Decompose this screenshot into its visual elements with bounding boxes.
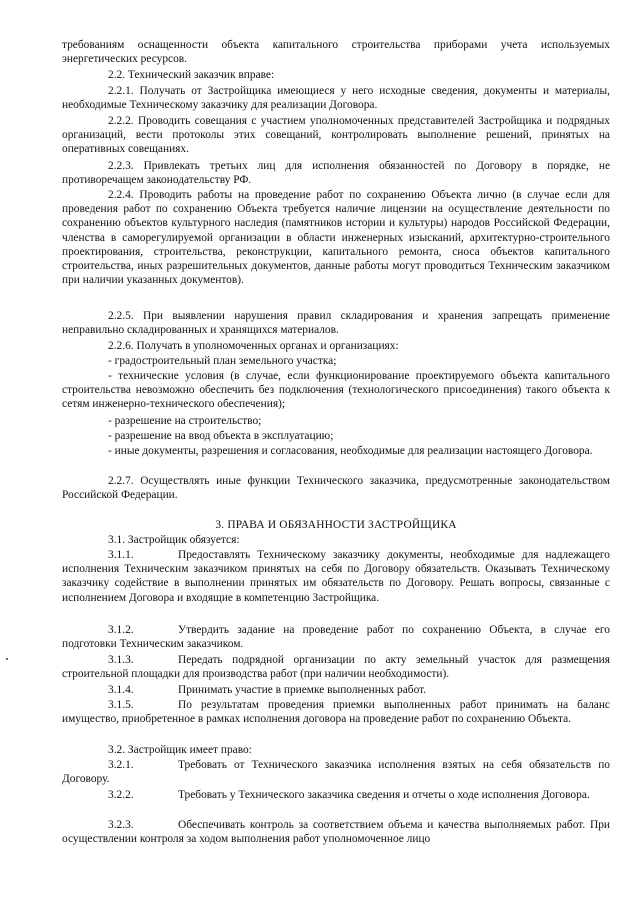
clause-3-1: 3.1. Застройщик обязуется:	[108, 534, 240, 546]
list-item-building-permit: - разрешение на строительство;	[108, 415, 262, 427]
clause-2-2-4: 2.2.4. Проводить работы на проведение работ по сохранению Объекта лично (в случае если для проведения работ по сохранению Объекта требуется наличие лицензии на осуществление деятельности по сохранению объектов культурного наследия (памятников истории и культуры) народов Российской Федерации, членства в саморегулируемой организации в области инженерных изысканий, архитектурно-строительного проектирования, строительства, реконструкции, капитального ремонта, сноса объектов капитального строительства, иных разрешительных документов, данные работы могут проводиться Техническим заказчиком при наличии указанных документов).	[62, 189, 610, 287]
clause-number: 3.1.4.	[108, 684, 134, 696]
list-item-commissioning-permit: - разрешение на ввод объекта в эксплуатацию;	[108, 430, 334, 442]
clause-text: Принимать участие в приемке выполненных работ.	[178, 684, 427, 696]
scan-speck	[6, 658, 8, 660]
list-item-technical-conditions: - технические условия (в случае, если функционирование проектируемого объекта капитального строительства невозможно обеспечить без подключения (технологического присоединения) такого объекта к сетям инженерно-технического обеспечения);	[62, 370, 610, 411]
clause-2-2-7: 2.2.7. Осуществлять иные функции Технического заказчика, предусмотренные законодательством Российской Федерации.	[62, 475, 610, 502]
clause-number: 3.2.2.	[108, 789, 134, 801]
clause-2-2-3: 2.2.3. Привлекать третьих лиц для исполнения обязанностей по Договору в порядке, не противоречащем законодательству РФ.	[62, 160, 610, 187]
clause-text: По результатам проведения приемки выполненных работ принимать на баланс имущество, приобретенное в рамках исполнения договора на проведение работ по сохранению Объекта.	[62, 699, 610, 726]
clause-3-2-3	[62, 818, 610, 846]
clause-2-2-6: 2.2.6. Получать в уполномоченных органах и организациях:	[108, 340, 399, 352]
clause-number: 3.2.1.	[108, 759, 134, 771]
clause-2-2: 2.2. Технический заказчик вправе:	[108, 69, 275, 81]
clause-number: 3.1.2.	[108, 624, 134, 636]
clause-2-2-1: 2.2.1. Получать от Застройщика имеющиеся у него исходные сведения, документы и материалы, необходимые Техническому заказчику для реализации Договора.	[62, 85, 610, 112]
clause-text: Утвердить задание на проведение работ по сохранению Объекта, в случае его подготовки Техническим заказчиком.	[62, 624, 610, 651]
list-item-town-plan: - градостроительный план земельного участка;	[108, 355, 337, 367]
clause-3-2-1	[62, 758, 610, 786]
clause-text: Предоставлять Техническому заказчику документы, необходимые для надлежащего исполнения Техническим заказчиком принятых на себя по Договору обязательств. Оказывать Техническому заказчику содействие в выполнении принятых им обязательств по Договору. Решать вопросы, связанные с исполнением Договора и входящие в компетенцию Застройщика.	[62, 549, 610, 604]
clause-number: 3.2.3.	[108, 819, 134, 831]
clause-3-2: 3.2. Застройщик имеет право:	[108, 744, 252, 756]
clause-3-1-3	[62, 653, 610, 681]
paragraph-energy-resources: требованиям оснащенности объекта капитального строительства приборами учета используемых энергетических ресурсов.	[62, 39, 610, 66]
clause-3-2-2	[62, 788, 610, 802]
clause-text: Обеспечивать контроль за соответствием объема и качества выполняемых работ. При осуществлении контроля за ходом выполнения работ уполномоченное лицо	[62, 819, 610, 846]
clause-3-1-4	[62, 683, 610, 697]
list-item-other-documents: - иные документы, разрешения и согласования, необходимые для реализации настоящего Договора.	[108, 445, 593, 457]
clause-3-1-1	[62, 548, 610, 605]
clause-2-2-2: 2.2.2. Проводить совещания с участием уполномоченных представителей Застройщика и подрядных организаций, вести протоколы этих совещаний, контролировать выполнение решений, принятых на оперативных совещаниях.	[62, 115, 610, 156]
clause-text: Передать подрядной организации по акту земельный участок для размещения строительной площадки для производства работ (при наличии необходимости).	[62, 654, 610, 681]
clause-number: 3.1.5.	[108, 699, 134, 711]
clause-text: Требовать у Технического заказчика сведения и отчеты о ходе исполнения Договора.	[178, 789, 590, 801]
clause-number: 3.1.1.	[108, 549, 134, 561]
clause-text: Требовать от Технического заказчика исполнения взятых на себя обязательств по Договору.	[62, 759, 610, 786]
clause-3-1-5	[62, 698, 610, 726]
section-3-heading: 3. ПРАВА И ОБЯЗАННОСТИ ЗАСТРОЙЩИКА	[215, 519, 457, 531]
clause-number: 3.1.3.	[108, 654, 134, 666]
clause-2-2-5: 2.2.5. При выявлении нарушения правил складирования и хранения запрещать применение неправильно складированных и хранящихся материалов.	[62, 310, 610, 337]
clause-3-1-2	[62, 623, 610, 651]
